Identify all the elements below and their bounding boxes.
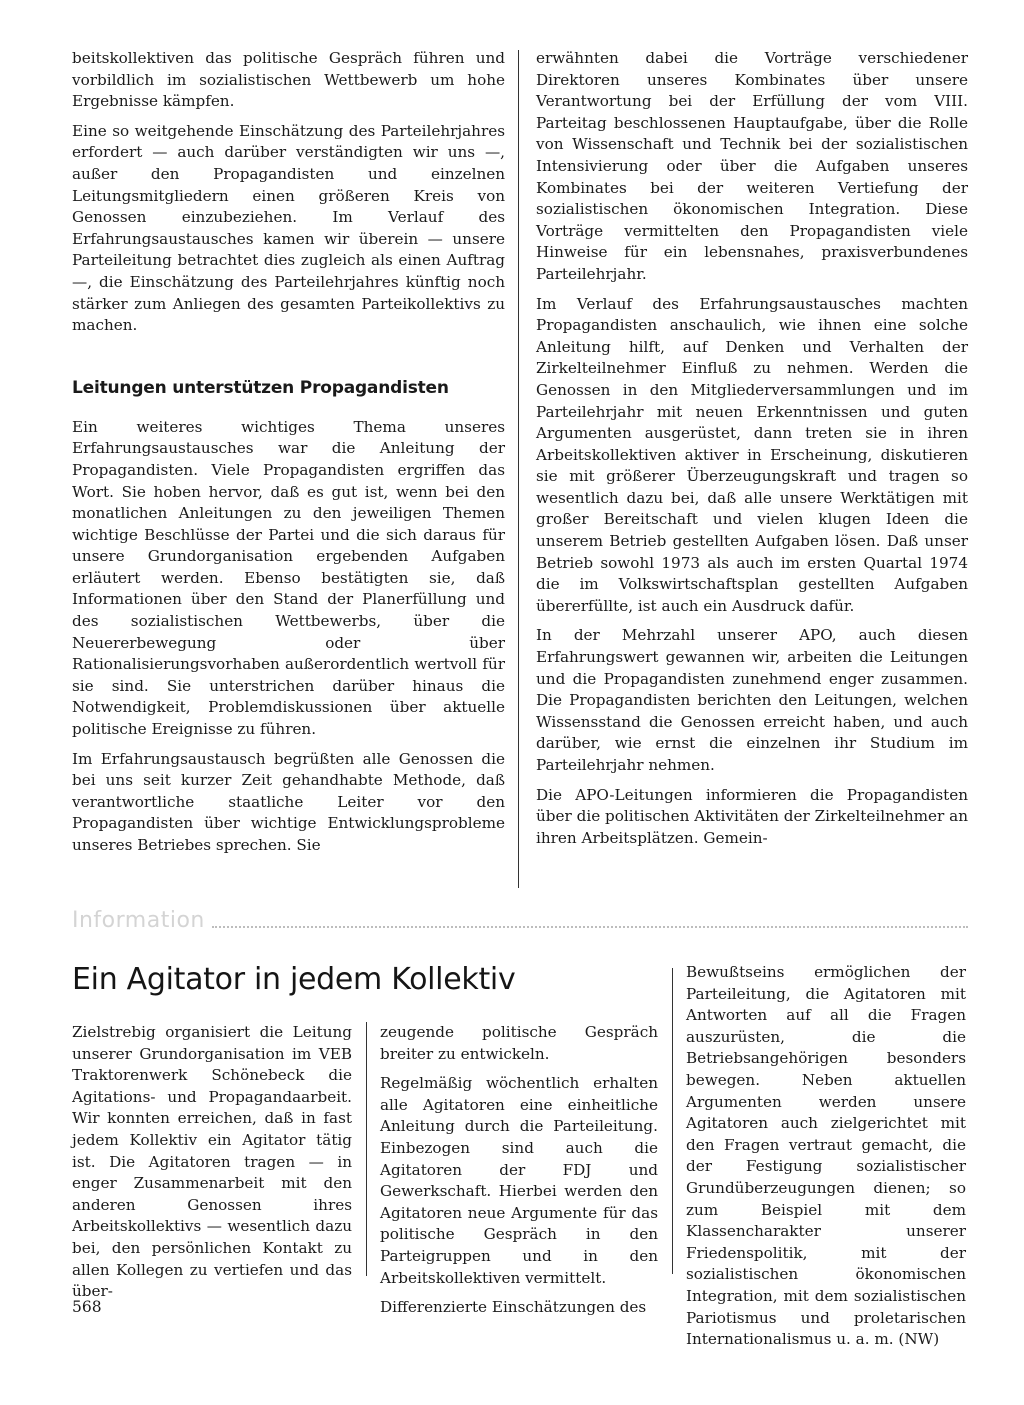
column-divider [518,50,519,888]
paragraph: Bewußtseins ermöglichen der Parteileitung, die Agitatoren mit Antworten auf all die Fragen auszurüsten, die die Betriebsangehörigen besonders bewegen. Neben aktuellen Argumenten werden unsere Agitatoren auch zielgerichtet mit den Fragen vertraut gemacht, die der Festigung sozialistischer Grundüberzeugungen dienen; so zum Beispiel mit dem Klassencharakter unserer Friedenspolitik, mit der sozialistischen ökonomischen Integration, mit dem sozialistischen Pariotismus und proletarischen Internationalismus u. a. m. (NW) [686,963,966,1349]
paragraph: Im Erfahrungsaustausch begrüßten alle Genossen die bei uns seit kurzer Zeit gehandhabte Methode, daß verantwortliche staatliche Leiter vor den Propagandisten über wichtige Entwicklungsprobleme unseres Betriebes sprechen. Sie [72,749,505,854]
paragraph: zeugende politische Gespräch breiter zu entwickeln. [380,1023,658,1063]
paragraph: Die APO-Leitungen informieren die Propagandisten über die politischen Aktivitäten der Zirkelteilnehmer an ihren Arbeitsplätzen. Gemein- [536,785,968,847]
paragraph: Zielstrebig organisiert die Leitung unserer Grundorganisation im VEB Traktorenwerk Schönebeck die Agitations- und Propagandaarbeit. Wir konnten erreichen, daß in fast jedem Kollektiv ein Agitator tätig ist. Die Agitatoren tragen — in enger Zusammenarbeit mit den anderen Genossen ihres Arbeitskollektivs — wesentlich dazu bei, den persönlichen Kontakt zu allen Kollegen zu vertiefen und das über- [72,1023,352,1301]
dotted-rule [212,926,968,928]
paragraph: Eine so weitgehende Einschätzung des Parteilehrjahres erfordert — auch darüber verständigten wir uns —, außer den Propagandisten und einzelnen Leitungsmitgliedern einen größeren Kreis von Genossen einzubeziehen. Im Verlauf des Erfahrungsaustausches kamen wir überein — unsere Parteileitung betrachtet dies zugleich als einen Auftrag —, die Einschätzung des Parteilehrjahres künftig noch stärker zum Anliegen des gesamten Parteikollektivs zu machen. [72,121,505,335]
column-divider [672,968,673,1274]
article2-column-2 [380,1022,658,1327]
paragraph: erwähnten dabei die Vorträge verschiedener Direktoren unseres Kombinates über unsere Verantwortung bei der Erfüllung der vom VIII. Parteitag beschlossenen Hauptaufgabe, über die Rolle von Wissenschaft und Technik bei der sozialistischen Intensivierung oder über die Aufgaben unseres Kombinates bei der weiteren Vertiefung der sozialistischen ökonomischen Integration. Diese Vorträge vermittelten den Propagandisten viele Hinweise für ein lebensnahes, praxisverbundenes Parteilehrjahr. [536,49,968,283]
section-subheading: Leitungen unterstützen Propagandisten [72,377,449,398]
article2-column-3 [686,962,966,1359]
paragraph: Im Verlauf des Erfahrungsaustausches machten Propagandisten anschaulich, wie ihnen eine solche Anleitung hilft, auf Denken und Verhalten der Zirkelteilnehmer Einfluß zu nehmen. Werden die Genossen in den Mitgliederversammlungen und im Parteilehrjahr mit neuen Erkenntnissen und guten Argumenten ausgerüstet, dann treten sie in ihren Arbeitskollektiven aktiver in Erscheinung, diskutieren sie mit größerer Überzeugungskraft und tragen so wesentlich dazu bei, daß alle unsere Werktätigen mit großer Bereitschaft und vielen klugen Ideen die unserem Betrieb gestellten Aufgaben lösen. Daß unser Betrieb sowohl 1973 als auch im ersten Quartal 1974 die im Volkswirtschaftsplan gestellten Aufgaben übererfüllte, ist auch ein Ausdruck dafür. [536,294,968,615]
article2-column-1 [72,1022,352,1311]
section-label: Information [72,908,205,933]
paragraph: beitskollektiven das politische Gespräch führen und vorbildlich im sozialistischen Wettbewerb um hohe Ergebnisse kämpfen. [72,49,505,111]
paragraph: In der Mehrzahl unserer APO, auch diesen Erfahrungswert gewannen wir, arbeiten die Leitungen und die Propagandisten zunehmend enger zusammen. Die Propagandisten berichten den Leitungen, welchen Wissensstand die Genossen erreicht haben, und auch darüber, wie ernst die einzelnen ihr Studium im Parteilehrjahr nehmen. [536,626,968,774]
paragraph: Regelmäßig wöchentlich erhalten alle Agitatoren eine einheitliche Anleitung durch die Parteileitung. Einbezogen sind auch die Agitatoren der FDJ und Gewerkschaft. Hierbei werden den Agitatoren neue Argumente für das politische Gespräch in den Parteigruppen und in den Arbeitskollektiven vermittelt. [380,1074,658,1287]
page-number: 568 [72,1298,102,1316]
column-divider [366,1022,367,1276]
paragraph: Differenzierte Einschätzungen des [380,1298,647,1317]
article-right-column [536,48,968,857]
article-headline: Ein Agitator in jedem Kollektiv [72,962,516,997]
paragraph: Ein weiteres wichtiges Thema unseres Erfahrungsaustausches war die Anleitung der Propagandisten. Viele Propagandisten ergriffen das Wort. Sie hoben hervor, daß es gut ist, wenn bei den monatlichen Anleitungen zu den jeweiligen Themen wichtige Beschlüsse der Partei und die sich daraus für unsere Grundorganisation ergebenden Aufgaben erläutert werden. Ebenso bestätigten sie, daß Informationen über den Stand der Planerfüllung und des sozialistischen Wettbewerbs, über die Neuererbewegung oder über Rationalisierungsvorhaben außerordentlich wertvoll für sie sind. Sie unterstrichen darüber hinaus die Notwendigkeit, Problemdiskussionen über aktuelle politische Ereignisse zu führen. [72,417,505,739]
article-left-column [72,48,505,865]
section-label-bar [72,908,968,938]
